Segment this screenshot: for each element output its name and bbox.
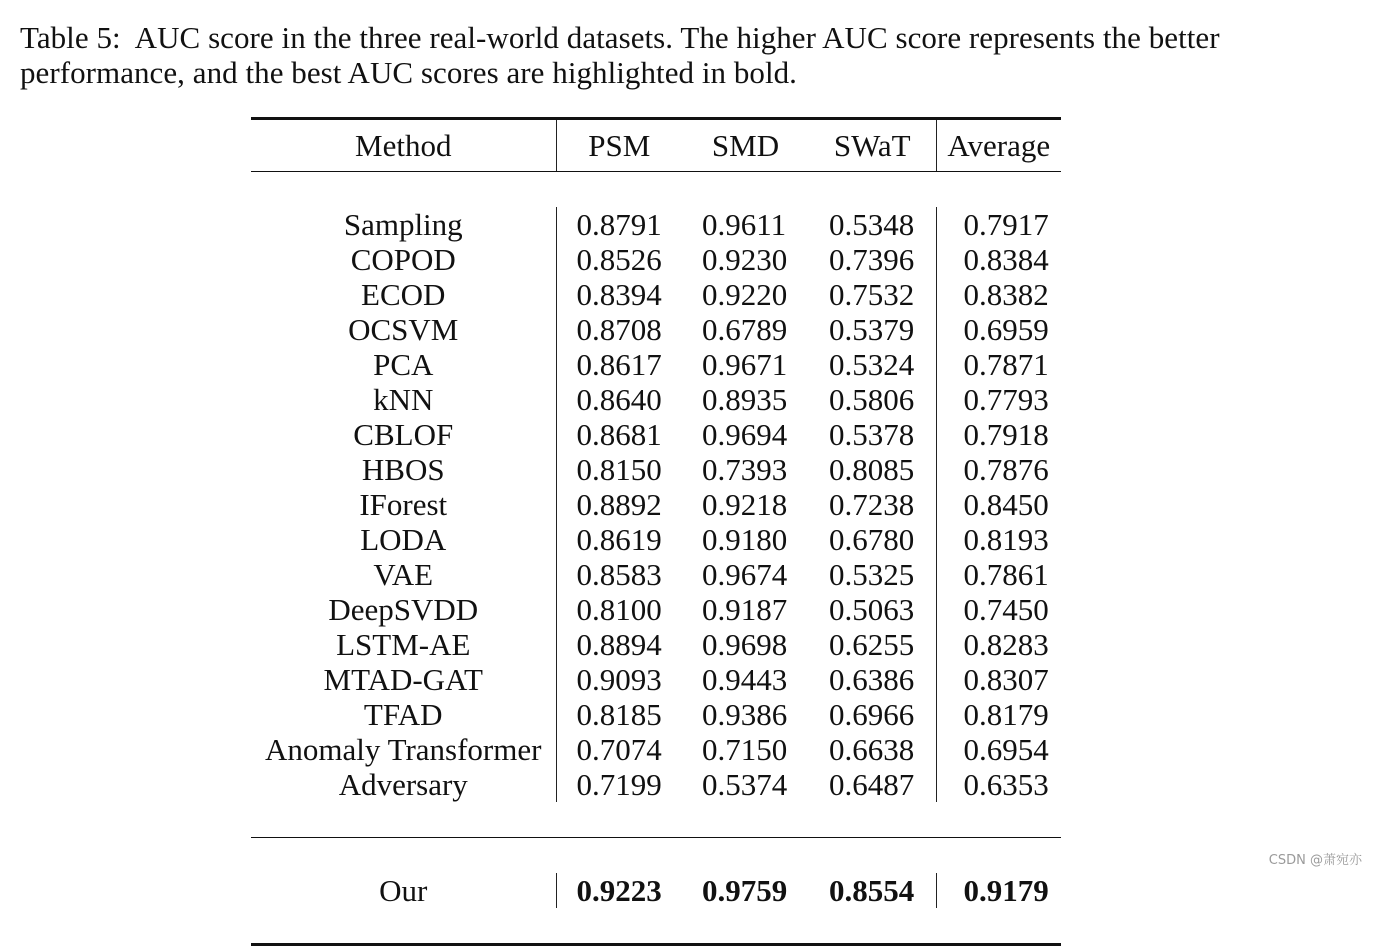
table-row [251,207,1061,242]
swat-cell: 0.6487 [829,767,915,802]
watermark-text: CSDN @萧宛亦 [1268,853,1362,868]
average-cell: 0.8179 [936,697,1061,732]
smd-cell: 0.9443 [702,662,788,697]
method-cell: kNN [373,382,434,417]
method-cell: Anomaly Transformer [265,732,542,767]
auc-results-table [251,117,1061,946]
method-cell: DeepSVDD [328,592,479,627]
table-row [251,452,1061,487]
average-cell: 0.8450 [936,487,1061,522]
psm-cell: 0.8150 [556,452,682,487]
average-cell: 0.8384 [936,242,1061,277]
method-cell: COPOD [350,242,456,277]
psm-cell: 0.8526 [556,242,682,277]
caption-text: AUC score in the three real-world datasets. The higher AUC score represents the better performance, and the best AUC scores are highlighted in bold. [20,20,1220,90]
swat-cell: 0.5063 [829,592,915,627]
smd-cell: 0.6789 [702,312,788,347]
average-cell: 0.7871 [936,347,1061,382]
smd-cell: 0.7150 [702,732,788,767]
psm-cell: 0.8681 [556,417,682,452]
caption-label: Table 5: [20,20,121,55]
table-row [251,522,1061,557]
header-average: Average [936,119,1061,172]
method-cell: VAE [373,557,434,592]
our-swat-cell: 0.8554 [829,873,915,908]
method-cell: TFAD [363,697,443,732]
swat-cell: 0.8085 [829,452,915,487]
swat-cell: 0.6966 [829,697,915,732]
table-row [251,767,1061,802]
smd-cell: 0.7393 [702,452,788,487]
smd-cell: 0.9187 [702,592,788,627]
table-row [251,242,1061,277]
smd-cell: 0.9218 [702,487,788,522]
average-cell: 0.7861 [936,557,1061,592]
table-row [251,557,1061,592]
method-cell: Sampling [343,207,463,242]
average-cell: 0.7876 [936,452,1061,487]
table-caption [20,20,1360,90]
smd-cell: 0.8935 [702,382,788,417]
our-method-cell: Our [379,873,428,908]
average-cell: 0.6959 [936,312,1061,347]
table-row [251,697,1061,732]
psm-cell: 0.8892 [556,487,682,522]
our-method-row [251,873,1061,908]
method-cell: LSTM-AE [336,627,471,662]
psm-cell: 0.7074 [556,732,682,767]
table-row [251,417,1061,452]
swat-cell: 0.6255 [829,627,915,662]
table-header-row [251,119,1061,172]
average-cell: 0.6353 [936,767,1061,802]
smd-cell: 0.9230 [702,242,788,277]
average-cell: 0.8307 [936,662,1061,697]
smd-cell: 0.9698 [702,627,788,662]
header-psm: PSM [556,119,682,172]
average-cell: 0.7793 [936,382,1061,417]
swat-cell: 0.6386 [829,662,915,697]
method-cell: OCSVM [348,312,459,347]
average-cell: 0.8193 [936,522,1061,557]
psm-cell: 0.8583 [556,557,682,592]
method-cell: Adversary [338,767,468,802]
table-row [251,627,1061,662]
psm-cell: 0.8894 [556,627,682,662]
swat-cell: 0.5806 [829,382,915,417]
swat-cell: 0.5378 [829,417,915,452]
table-row [251,312,1061,347]
average-cell: 0.6954 [936,732,1061,767]
table-body [251,172,1061,945]
table-row [251,487,1061,522]
smd-cell: 0.9671 [702,347,788,382]
method-cell: CBLOF [353,417,454,452]
average-cell: 0.7918 [936,417,1061,452]
method-cell: MTAD-GAT [323,662,483,697]
header-smd: SMD [682,119,809,172]
average-cell: 0.8283 [936,627,1061,662]
method-cell: ECOD [361,277,446,312]
swat-cell: 0.7238 [829,487,915,522]
smd-cell: 0.9180 [702,522,788,557]
swat-cell: 0.5325 [829,557,915,592]
swat-cell: 0.5379 [829,312,915,347]
swat-cell: 0.6638 [829,732,915,767]
header-method: Method [251,119,556,172]
our-smd-cell: 0.9759 [702,873,788,908]
method-cell: PCA [373,347,434,382]
method-cell: IForest [359,487,448,522]
smd-cell: 0.9386 [702,697,788,732]
psm-cell: 0.7199 [556,767,682,802]
psm-cell: 0.8791 [556,207,682,242]
average-cell: 0.8382 [936,277,1061,312]
average-cell: 0.7917 [936,207,1061,242]
table-row [251,592,1061,627]
smd-cell: 0.9220 [702,277,788,312]
header-swat: SWaT [809,119,936,172]
psm-cell: 0.8100 [556,592,682,627]
swat-cell: 0.6780 [829,522,915,557]
table-row [251,732,1061,767]
psm-cell: 0.8619 [556,522,682,557]
psm-cell: 0.9093 [556,662,682,697]
our-psm-cell: 0.9223 [556,873,682,908]
psm-cell: 0.8708 [556,312,682,347]
swat-cell: 0.5324 [829,347,915,382]
psm-cell: 0.8394 [556,277,682,312]
method-cell: LODA [360,522,447,557]
swat-cell: 0.7396 [829,242,915,277]
average-cell: 0.7450 [936,592,1061,627]
table-row [251,382,1061,417]
swat-cell: 0.5348 [829,207,915,242]
swat-cell: 0.7532 [829,277,915,312]
table-row [251,277,1061,312]
table-row [251,662,1061,697]
smd-cell: 0.5374 [702,767,788,802]
psm-cell: 0.8185 [556,697,682,732]
smd-cell: 0.9611 [702,207,787,242]
psm-cell: 0.8640 [556,382,682,417]
method-cell: HBOS [361,452,445,487]
our-average-cell: 0.9179 [936,873,1061,908]
smd-cell: 0.9674 [702,557,788,592]
psm-cell: 0.8617 [556,347,682,382]
smd-cell: 0.9694 [702,417,788,452]
table-row [251,347,1061,382]
